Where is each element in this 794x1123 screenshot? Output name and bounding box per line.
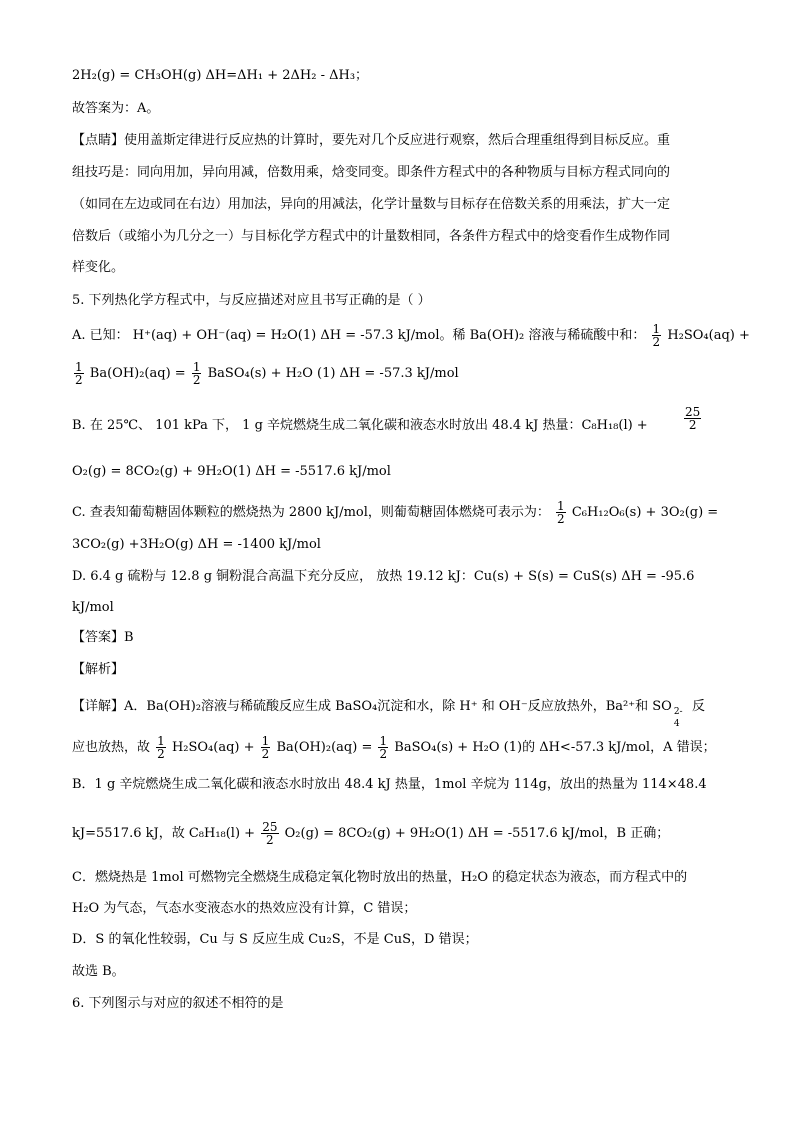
- text: O₂(g) = 8CO₂(g) + 9H₂O(1) ΔH = -5517.6 kJ/mol，B 正确；: [284, 826, 670, 841]
- text: Ba(OH)₂(aq) =: [276, 740, 373, 755]
- fraction: $\frac{1}{2}$: [557, 499, 565, 526]
- answer: 【答案】B: [72, 630, 134, 645]
- text: BaSO₄(s) + H₂O (1) ΔH = -57.3 kJ/mol: [207, 366, 459, 381]
- text: 应也放热，故: [72, 740, 151, 755]
- option-c: [72, 500, 718, 525]
- explain-b: B．1 g 辛烷燃烧生成二氧化碳和液态水时放出 48.4 kJ 热量，1mol 辛烷为 114g，放出的热量为 114×48.4: [72, 777, 707, 792]
- explain-c-cont: H₂O 为气态，气态水变液态水的热效应没有计算，C 错误；: [72, 901, 417, 916]
- fraction: $\frac{1}{2}$: [75, 360, 83, 387]
- line: 倍数后（或缩小为几分之一）与目标化学方程式中的计量数相同，各条件方程式中的焓变看作生成物作同: [72, 229, 671, 244]
- sulfate-ion: SO 2- 4: [652, 699, 683, 729]
- line: 样变化。: [72, 260, 125, 275]
- text: 【详解】A．Ba(OH)₂溶液与稀硫酸反应生成 BaSO₄沉淀和水，除 H⁺ 和 OH⁻反应放热外，Ba²⁺和: [72, 699, 649, 714]
- analysis-heading: 【解析】: [72, 662, 125, 677]
- explain-b-cont: [72, 821, 669, 846]
- question-5: 5. 下列热化学方程式中，与反应描述对应且书写正确的是（ ）: [72, 293, 431, 308]
- text: H₂SO₄(aq) +: [667, 328, 750, 343]
- line: 【点睛】使用盖斯定律进行反应热的计算时，要先对几个反应进行观察，然后合理重组得到目标反应。重: [72, 133, 671, 148]
- line: 故答案为：A。: [72, 101, 160, 116]
- text: Ba(OH)₂(aq) =: [89, 366, 186, 381]
- text: A. 已知： H⁺(aq) + OH⁻(aq) = H₂O(1) ΔH = -57.3 kJ/mol。稀 Ba(OH)₂ 溶液与稀硫酸中和：: [72, 328, 646, 343]
- fraction: $\frac{25}{2}$: [685, 405, 701, 432]
- fraction: $\frac{1}{2}$: [192, 360, 201, 387]
- fraction: $\frac{25}{2}$: [262, 820, 278, 847]
- line: 2H₂(g) = CH₃OH(g) ΔH=ΔH₁ + 2ΔH₂ - ΔH₃；: [72, 68, 369, 83]
- conclusion: 故选 B。: [72, 964, 125, 979]
- explain-a-cont: [72, 735, 716, 760]
- text: C. 查表知葡萄糖固体颗粒的燃烧热为 2800 kJ/mol，则葡萄糖固体燃烧可表示为：: [72, 505, 550, 520]
- fraction: $\frac{1}{2}$: [157, 734, 165, 761]
- text: BaSO₄(s) + H₂O (1)的 ΔH<-57.3 kJ/mol，A 错误；: [394, 740, 716, 755]
- option-b-cont: O₂(g) = 8CO₂(g) + 9H₂O(1) ΔH = -5517.6 kJ/mol: [72, 464, 391, 479]
- option-a: [72, 323, 750, 348]
- fraction: $\frac{1}{2}$: [652, 322, 661, 349]
- text: H₂SO₄(aq) +: [171, 740, 255, 755]
- explain-d: D．S 的氧化性较弱，Cu 与 S 反应生成 Cu₂S，不是 CuS，D 错误；: [72, 932, 478, 947]
- option-d-cont: kJ/mol: [72, 600, 114, 615]
- fraction: $\frac{1}{2}$: [379, 734, 388, 761]
- text: 反: [691, 699, 705, 714]
- option-b: B. 在 25℃、 101 kPa 下， 1 g 辛烷燃烧生成二氧化碳和液态水时放出 48.4 kJ 热量：C₈H₁₈(l) +: [72, 418, 648, 433]
- line: （如同在左边或同在右边）用加法，异向的用减法，化学计量数与目标存在倍数关系的用乘法，扩大一定: [72, 197, 671, 212]
- text: kJ=5517.6 kJ，故 C₈H₁₈(l) +: [72, 826, 256, 841]
- explain-c: C．燃烧热是 1mol 可燃物完全燃烧生成稳定氧化物时放出的热量，H₂O 的稳定状态为液态，而方程式中的: [72, 870, 688, 885]
- option-c-cont: 3CO₂(g) +3H₂O(g) ΔH = -1400 kJ/mol: [72, 537, 321, 552]
- option-d: D. 6.4 g 硫粉与 12.8 g 铜粉混合高温下充分反应， 放热 19.12 kJ：Cu(s) + S(s) = CuS(s) ΔH = -95.6: [72, 569, 695, 584]
- explain-a: [72, 697, 705, 729]
- text: C₆H₁₂O₆(s) + 3O₂(g) =: [571, 505, 719, 520]
- question-6: 6. 下列图示与对应的叙述不相符的是: [72, 996, 284, 1011]
- option-a-cont: [72, 361, 459, 386]
- fraction: $\frac{1}{2}$: [261, 734, 270, 761]
- line: 组技巧是：同向用加，异向用减，倍数用乘，焓变同变。即条件方程式中的各种物质与目标方程式同向的: [72, 165, 671, 180]
